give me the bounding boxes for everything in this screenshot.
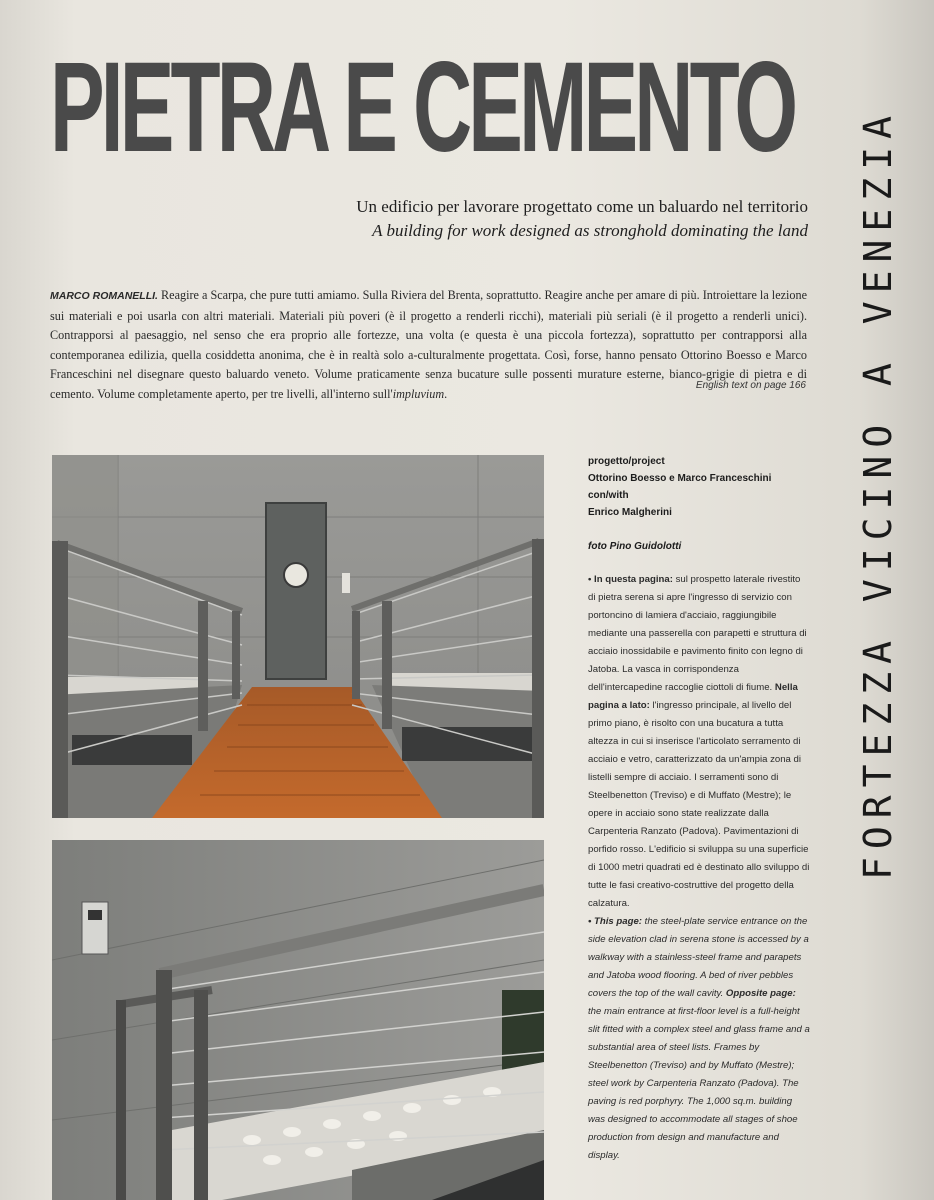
caption-it-text-2: l'ingresso principale, al livello del primo piano, è risolto con una bucatura a tutta altezza in cui si inserisce l'articolato serramento di acciaio e vetro, caratterizzato da un'ampia zona di listelli sempre di acciaio. I serramenti sono di Steelbenetton (Treviso) e di Muffato (Mestre); le opere in acciaio sono state realizzate dalla Carpenteria Ranzato (Padova). Pavimentazioni di porfido rosso. L'edificio si sviluppa su una superficie di 1000 metri quadrati ed è destinato allo sviluppo di tutte le fasi creativo-costruttive del progetto della calzatura. (588, 700, 810, 909)
bullet: • (588, 574, 592, 585)
caption-en-text-1: the steel-plate service entrance on the side elevation clad in serena stone is accessed by a walkway with a stainless-steel frame and parapets and Jatoba wood flooring. A bed of river pebbles covers the top of the wall cavity. (588, 916, 809, 999)
caption-it-lead-2: Nella pagina a lato: (588, 682, 798, 711)
caption-en-lead-2: Opposite page: (723, 988, 796, 999)
credits-block (588, 453, 828, 555)
author-name: MARCO ROMANELLI. (50, 290, 158, 302)
vertical-section-title: FORTEZZA VICINO A VENEZIA (856, 108, 900, 880)
bullet: • (588, 916, 592, 927)
intro-italic-word: impluvium (392, 386, 445, 401)
intro-end: . (444, 386, 448, 401)
collaborator: Enrico Malgherini (588, 507, 672, 518)
english-text-reference: English text on page 166 (695, 380, 806, 391)
photo-walkway-service-entrance (52, 455, 544, 818)
caption-italian (588, 571, 810, 913)
photo-credit: foto Pino Guidolotti (588, 541, 682, 552)
intro-paragraph (50, 286, 807, 404)
entrance-illustration (52, 840, 544, 1200)
project-label: progetto/project (588, 456, 665, 467)
with-label: con/with (588, 490, 629, 501)
subtitle-italian: Un edificio per lavorare progettato come un baluardo nel territorio (356, 197, 808, 216)
caption-en-text-2: the main entrance at first-floor level is a full-height slit fitted with a complex steel and glass frame and a substantial area of steel lists. Frames by Steelbenetton (Treviso) and by Muffato (Mestre); steel work by Carpenteria Ranzato (Padova). The paving is red porphyry. The 1,000 sq.m. building was designed to accommodate all stages of shoe production from design and manufacture and display. (588, 1006, 810, 1161)
intro-text: Reagire a Scarpa, che pure tutti amiamo. Sulla Riviera del Brenta, soprattutto. Reagire anche per amare di più. Introiettare la lezione sui materiali e poi usarla con altri materiali. Materiali più poveri (è il progetto a renderli ricchi), materiali più seriali (è il progetto a renderli unici). Contrapporsi al paesaggio, nel senso che era proprio alle fortezze, una volta (e questa è una piccola fortezza), soprattutto per contrapporsi alla contemporanea edilizia, quella cosiddetta anonima, che è in realtà solo a-culturalmente progettata. Così, forse, hanno pensato Ottorino Boesso e Marco Franceschini nel disegnare questo baluardo veneto. Volume praticamente senza bucature sulle possenti murature esterne, bianco-grigie di pietra e di cemento. Volume completamente aperto, per tre livelli, all'interno sull' (50, 288, 807, 401)
photo-main-entrance-railing (52, 840, 544, 1200)
walkway-illustration (52, 455, 544, 818)
caption-english (588, 913, 810, 1165)
architects: Ottorino Boesso e Marco Franceschini (588, 473, 772, 484)
subtitle-english: A building for work designed as stronghold dominating the land (372, 221, 808, 240)
page-title: PIETRA E CEMENTO (50, 36, 795, 179)
caption-en-lead-1: This page: (594, 916, 643, 927)
caption-it-text-1: sul prospetto laterale rivestito di pietra serena si apre l'ingresso di servizio con portoncino di lamiera d'acciaio, raggiungibile mediante una passerella con parapetti e struttura di acciaio inossidabile e pavimento finito con legno di Jatoba. La vasca in corrispondenza dell'intercapedine raccoglie ciottoli di fiume. (588, 574, 807, 693)
caption-it-lead-1: In questa pagina: (594, 574, 673, 585)
